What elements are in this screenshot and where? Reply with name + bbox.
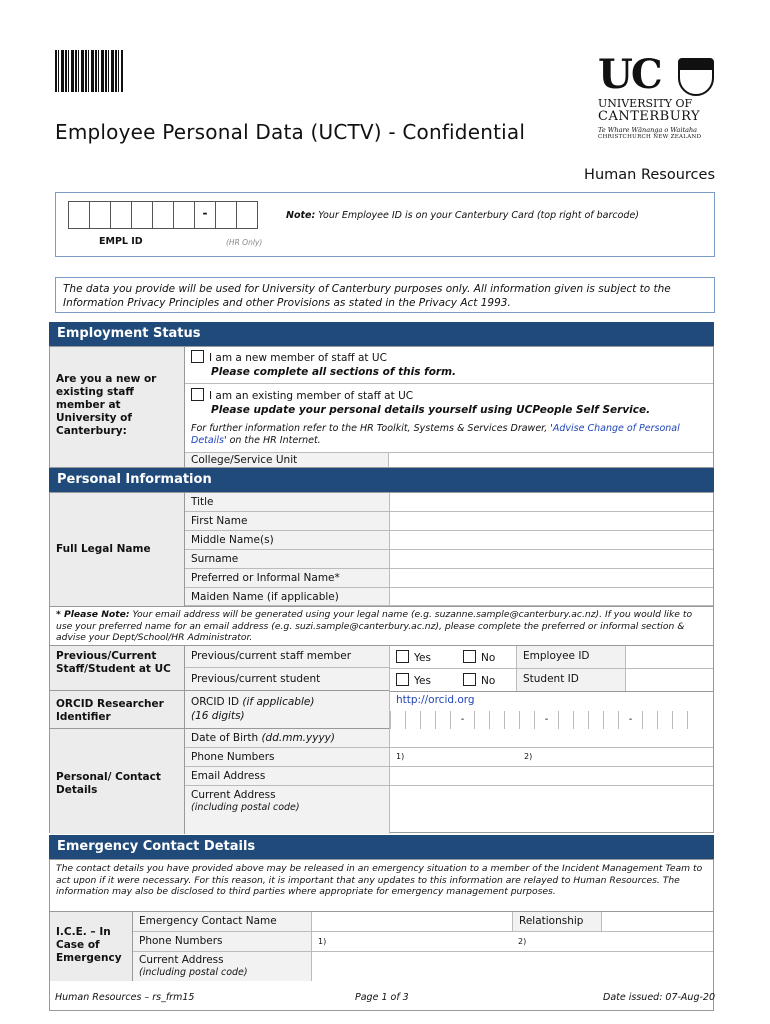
dob-input[interactable] <box>390 729 713 748</box>
checkbox-new-staff[interactable] <box>191 350 204 363</box>
orcid-digit-cell[interactable] <box>687 711 702 729</box>
title-input[interactable] <box>390 493 713 512</box>
checkbox-staff-yes[interactable] <box>396 650 409 663</box>
option-new-instruction: Please complete all sections of this form. <box>211 366 457 378</box>
advise-change-link[interactable]: Advise Change of Personal Details <box>191 423 680 446</box>
orcid-digit-cell[interactable] <box>519 711 534 729</box>
prev-student-no[interactable]: No <box>463 673 495 687</box>
first-name-input[interactable] <box>390 512 713 531</box>
logo-line-1: UNIVERSITY OF <box>598 97 693 110</box>
id-dash: - <box>194 201 216 229</box>
employee-id-label: Employee ID <box>517 646 625 668</box>
dob-label: Date of Birth (dd.mm.yyyy) <box>185 729 389 748</box>
college-input[interactable] <box>389 453 713 467</box>
footer-left: Human Resources – rs_frm15 <box>55 992 195 1003</box>
address-label: Current Address (including postal code) <box>185 786 389 834</box>
phone-2-marker: 2) <box>524 752 533 761</box>
maiden-name-input[interactable] <box>390 588 713 606</box>
phone-input[interactable] <box>390 748 713 767</box>
option-existing-instruction: Please update your personal details yourself using UCPeople Self Service. <box>211 404 651 416</box>
emergency-table <box>49 859 714 1011</box>
prev-staff-no[interactable]: No <box>463 650 495 664</box>
orcid-digit-cell[interactable] <box>474 711 489 729</box>
orcid-url[interactable]: http://orcid.org <box>396 694 475 706</box>
emergency-phone-2-marker: 2) <box>518 937 527 946</box>
orcid-dash: - <box>450 711 474 729</box>
footer-page: Page 1 of 3 <box>355 992 409 1003</box>
orcid-digit-cell[interactable] <box>588 711 603 729</box>
ice-label: I.C.E. – In Case of Emergency <box>50 912 133 981</box>
orcid-label: ORCID Researcher Identifier <box>50 691 185 729</box>
college-label: College/Service Unit <box>185 453 389 467</box>
section-heading-personal: Personal Information <box>49 468 714 492</box>
orcid-digit-cell[interactable] <box>603 711 618 729</box>
full-legal-name-label: Full Legal Name <box>50 493 185 606</box>
email-input[interactable] <box>390 767 713 786</box>
checkbox-existing-staff[interactable] <box>191 388 204 401</box>
option-existing-row[interactable]: I am an existing member of staff at UC Please update your personal details yourself using UCPeople Self Service. For further information refer to the HR Toolkit, Systems & Services Drawer, 'Advise Change of Personal Details' on the HR Internet. <box>185 384 713 453</box>
logo-line-3: Te Whare Wānanga o Waitaha <box>598 126 698 134</box>
orcid-digit-cell[interactable] <box>420 711 435 729</box>
page-title: Employee Personal Data (UCTV) - Confidential <box>55 120 526 144</box>
checkbox-student-no[interactable] <box>463 673 476 686</box>
prev-staff-yes[interactable]: Yes <box>396 650 431 664</box>
checkbox-student-yes[interactable] <box>396 673 409 686</box>
orcid-digit-cells[interactable] <box>390 711 713 729</box>
email-label: Email Address <box>185 767 389 786</box>
orcid-digit-cell[interactable] <box>657 711 672 729</box>
prev-bottom-divider <box>390 691 713 692</box>
personal-info-table <box>49 492 714 833</box>
emergency-phone-input[interactable] <box>312 932 713 952</box>
orcid-digit-cell[interactable] <box>642 711 657 729</box>
prev-student-label: Previous/current student <box>185 668 389 691</box>
id-cell[interactable] <box>89 201 111 229</box>
student-id-label: Student ID <box>517 669 625 691</box>
employee-id-input[interactable] <box>626 646 713 668</box>
employment-question: Are you a new or existing staff member at University of Canterbury: <box>50 347 185 467</box>
uc-logo-mark: UC <box>598 51 661 98</box>
employee-id-cells[interactable] <box>68 201 257 229</box>
logo-line-2: CANTERBURY <box>598 109 701 124</box>
orcid-dash: - <box>534 711 558 729</box>
relationship-label: Relationship <box>512 912 602 931</box>
emergency-name-label: Emergency Contact Name <box>133 912 311 932</box>
orcid-digit-cell[interactable] <box>672 711 687 729</box>
option-new-row[interactable]: I am a new member of staff at UC Please complete all sections of this form. <box>185 347 713 384</box>
name-field-middle: Middle Name(s) <box>185 531 389 550</box>
emergency-address-input[interactable] <box>312 952 713 981</box>
id-cell[interactable] <box>68 201 90 229</box>
emergency-address-label: Current Address (including postal code) <box>133 952 311 981</box>
emergency-phone-1-marker: 1) <box>318 937 327 946</box>
id-cell[interactable] <box>110 201 132 229</box>
student-id-input[interactable] <box>626 669 713 691</box>
name-field-surname: Surname <box>185 550 389 569</box>
empl-id-label: EMPL ID <box>99 236 143 247</box>
orcid-digit-cell[interactable] <box>489 711 504 729</box>
employee-id-note: Note: Your Employee ID is on your Canterbury Card (top right of barcode) <box>286 210 640 221</box>
id-cell[interactable] <box>236 201 258 229</box>
orcid-dash: - <box>618 711 642 729</box>
surname-input[interactable] <box>390 550 713 569</box>
orcid-digit-cell[interactable] <box>390 711 405 729</box>
phone-label: Phone Numbers <box>185 748 389 767</box>
footer-date: Date issued: 07-Aug-20 <box>603 992 715 1003</box>
prev-student-yes[interactable]: Yes <box>396 673 431 687</box>
name-field-title: Title <box>185 493 389 512</box>
orcid-digit-cell[interactable] <box>435 711 450 729</box>
logo-line-4: CHRISTCHURCH NEW ZEALAND <box>598 134 702 140</box>
orcid-digit-cell[interactable] <box>405 711 420 729</box>
email-note: * Please Note: Your email address will be generated using your legal name (e.g. suzanne.sample@canterbury.ac.nz). If you would like to use your preferred name for an email address (e.g. suzi.sample@canterbury.ac.nz), please complete the preferred or informal section & advise your Dept/School/HR Administrator. <box>50 606 713 646</box>
orcid-field-label: ORCID ID (if applicable) (16 digits) <box>185 691 389 729</box>
checkbox-staff-no[interactable] <box>463 650 476 663</box>
id-cell[interactable] <box>152 201 174 229</box>
preferred-name-input[interactable] <box>390 569 713 588</box>
emergency-text: The contact details you have provided above may be released in an emergency situation to a member of the Incident Management Team to act upon if it were necessary. For this reason, it is important that any updates to this information are relayed to Human Resources. The information may also be disclosed to third parties where appropriate for emergency management purposes. <box>50 860 713 912</box>
id-cell[interactable] <box>131 201 153 229</box>
phone-1-marker: 1) <box>396 752 405 761</box>
hr-only-label: (HR Only) <box>226 238 263 247</box>
address-input[interactable] <box>390 786 713 834</box>
name-field-first: First Name <box>185 512 389 531</box>
orcid-digit-cell[interactable] <box>504 711 519 729</box>
employment-status-table <box>49 346 714 468</box>
department-label: Human Resources <box>584 167 715 183</box>
crest-icon <box>678 58 714 96</box>
barcode <box>55 50 123 92</box>
section-heading-emergency: Emergency Contact Details <box>49 835 714 859</box>
prev-staff-label: Previous/current staff member <box>185 646 389 668</box>
privacy-statement: The data you provide will be used for University of Canterbury purposes only. All information given is subject to the Information Privacy Principles and other Provisions as stated in the Privacy Act 1993. <box>55 277 715 313</box>
middle-name-input[interactable] <box>390 531 713 550</box>
contact-details-label: Personal/ Contact Details <box>50 729 185 834</box>
orcid-digit-cell[interactable] <box>558 711 573 729</box>
emergency-phone-label: Phone Numbers <box>133 932 311 952</box>
further-info: For further information refer to the HR Toolkit, Systems & Services Drawer, 'Advise Change of Personal Details' on the HR Internet. <box>191 423 680 446</box>
orcid-digit-cell[interactable] <box>573 711 588 729</box>
section-heading-employment: Employment Status <box>49 322 714 346</box>
name-field-preferred: Preferred or Informal Name* <box>185 569 389 588</box>
id-cell[interactable] <box>215 201 237 229</box>
previous-staff-label: Previous/Current Staff/Student at UC <box>50 646 185 691</box>
id-cell[interactable] <box>173 201 195 229</box>
name-field-maiden: Maiden Name (if applicable) <box>185 588 389 606</box>
